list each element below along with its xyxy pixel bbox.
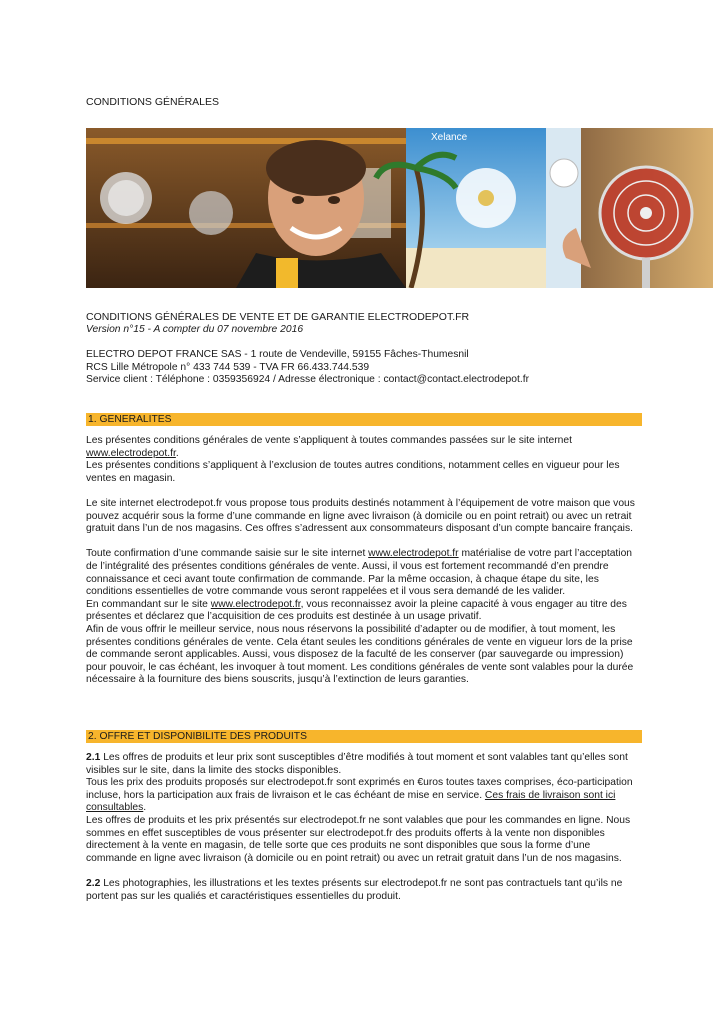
paragraph: En commandant sur le site www.electrodepot.fr, vous reconnaissez avoir la pleine capacité à vous engager au titre des présentes et déclarez que l’acquisition de ces produits est destinée à un usage privatif. bbox=[86, 598, 627, 623]
paragraph: Le site internet electrodepot.fr vous propose tous produits destinés notamment à l’équipement de votre maison que vous pouvez acquérir sous la forme d’une commande en ligne avec livraison (à domicile ou en point retrait) ou avec un retrait gratuit dans l’un de nos magasins. Ces offres s’adressent aux consommateurs disposant d’un compte bancaire français. bbox=[86, 497, 635, 535]
header-banner-image bbox=[86, 128, 713, 288]
delivery-fees-link[interactable]: Ces frais de livraison sont ici consultables bbox=[86, 789, 616, 814]
paragraph: Les présentes conditions s’appliquent à l’exclusion de toutes autres conditions, notamment celles en vigueur pour les ventes en magasin. bbox=[86, 460, 620, 484]
paragraph: Toute confirmation d’une commande saisie sur le site internet www.electrodepot.fr matérialise de votre part l’acceptation de l’intégralité des présentes conditions générales de vente. Aussi, il vous est fortement recommandé d’en prendre connaissance et ceci avant toute confirmation de commande. Par la même occasion, à chaque étape du site, les conditions essentielles de votre commande vous seront rappelées et il vous sera demandé de les valider. bbox=[86, 548, 633, 598]
electrodepot-link[interactable]: www.electrodepot.fr bbox=[210, 598, 301, 610]
customer-service-contact: Service client : Téléphone : 0359356924 / Adresse électronique : contact@contact.electrodepot.fr bbox=[86, 374, 530, 386]
paragraph: Les offres de produits et les prix présentés sur electrodepot.fr ne sont valables que pour les commandes en ligne. Nous sommes en effet susceptibles de vous présenter sur electrodepot.fr des produits offerts à la vente non disponibles directement à la vente en magasin, de telle sorte que ces produits ne sont disponibles que sous la forme d’une commande en ligne avec livraison (à domicile ou en point retrait) ou avec un retrait gratuit dans l’un de nos magasins. bbox=[86, 814, 631, 864]
document-title: CONDITIONS GÉNÉRALES bbox=[86, 96, 220, 108]
company-address: ELECTRO DEPOT FRANCE SAS - 1 route de Vendeville, 59155 Fâches-Thumesnil bbox=[86, 349, 469, 361]
banner-box-text: Xelance bbox=[431, 132, 468, 143]
electrodepot-link[interactable]: www.electrodepot.fr bbox=[86, 447, 176, 459]
version-line: Version n°15 - A compter du 07 novembre 2016 bbox=[86, 323, 304, 335]
section-offre-body bbox=[86, 752, 641, 903]
paragraph: 2.2 Les photographies, les illustrations et les textes présents sur electrodepot.fr ne sont pas contractuels tant qu’ils ne portent pas sur les qualiés et caractéristiques essentielles du produit. bbox=[86, 877, 623, 902]
electrodepot-link[interactable]: www.electrodepot.fr bbox=[368, 548, 459, 560]
company-registration: RCS Lille Métropole n° 433 744 539 - TVA FR 66.433.744.539 bbox=[86, 361, 370, 373]
section-generalites-body bbox=[86, 435, 641, 687]
paragraph: Les présentes conditions générales de vente s’appliquent à toutes commandes passées sur le site internet www.electrodepot.fr. bbox=[86, 435, 572, 459]
document-header bbox=[86, 311, 641, 387]
conditions-title: CONDITIONS GÉNÉRALES DE VENTE ET DE GARANTIE ELECTRODEPOT.FR bbox=[86, 311, 470, 323]
section-heading-offre: 2. OFFRE ET DISPONIBILITE DES PRODUITS bbox=[86, 730, 642, 743]
paragraph: Afin de vous offrir le meilleur service, nous nous réservons la possibilité d’adapter ou de modifier, à tout moment, les présentes conditions générales de vente. Cela étant seules les conditions générales de vente en vigueur lors de la prise de commande seront applicables. Aussi, vous disposez de la faculté de les conserver (par sauvegarde ou impression) pour pouvoir, le cas échéant, les invoquer à tout moment. Les conditions générales de vente sont valables pour la durée nécessaire à la fourniture des biens souscrits, jusqu’à l’extinction de leurs garanties. bbox=[86, 623, 634, 686]
paragraph: Tous les prix des produits proposés sur electrodepot.fr sont exprimés en €uros toutes taxes comprises, éco-participation incluse, hors la participation aux frais de livraison et le cas échéant de mise en service. Ces frais de livraison sont ici consultables. bbox=[86, 777, 633, 814]
paragraph: 2.1 Les offres de produits et leur prix sont susceptibles d’être modifiés à tout moment et sont valables tant qu’elles sont visibles sur le site, dans la limite des stocks disponibles. bbox=[86, 752, 628, 776]
section-heading-generalites: 1. GENERALITES bbox=[86, 413, 642, 426]
